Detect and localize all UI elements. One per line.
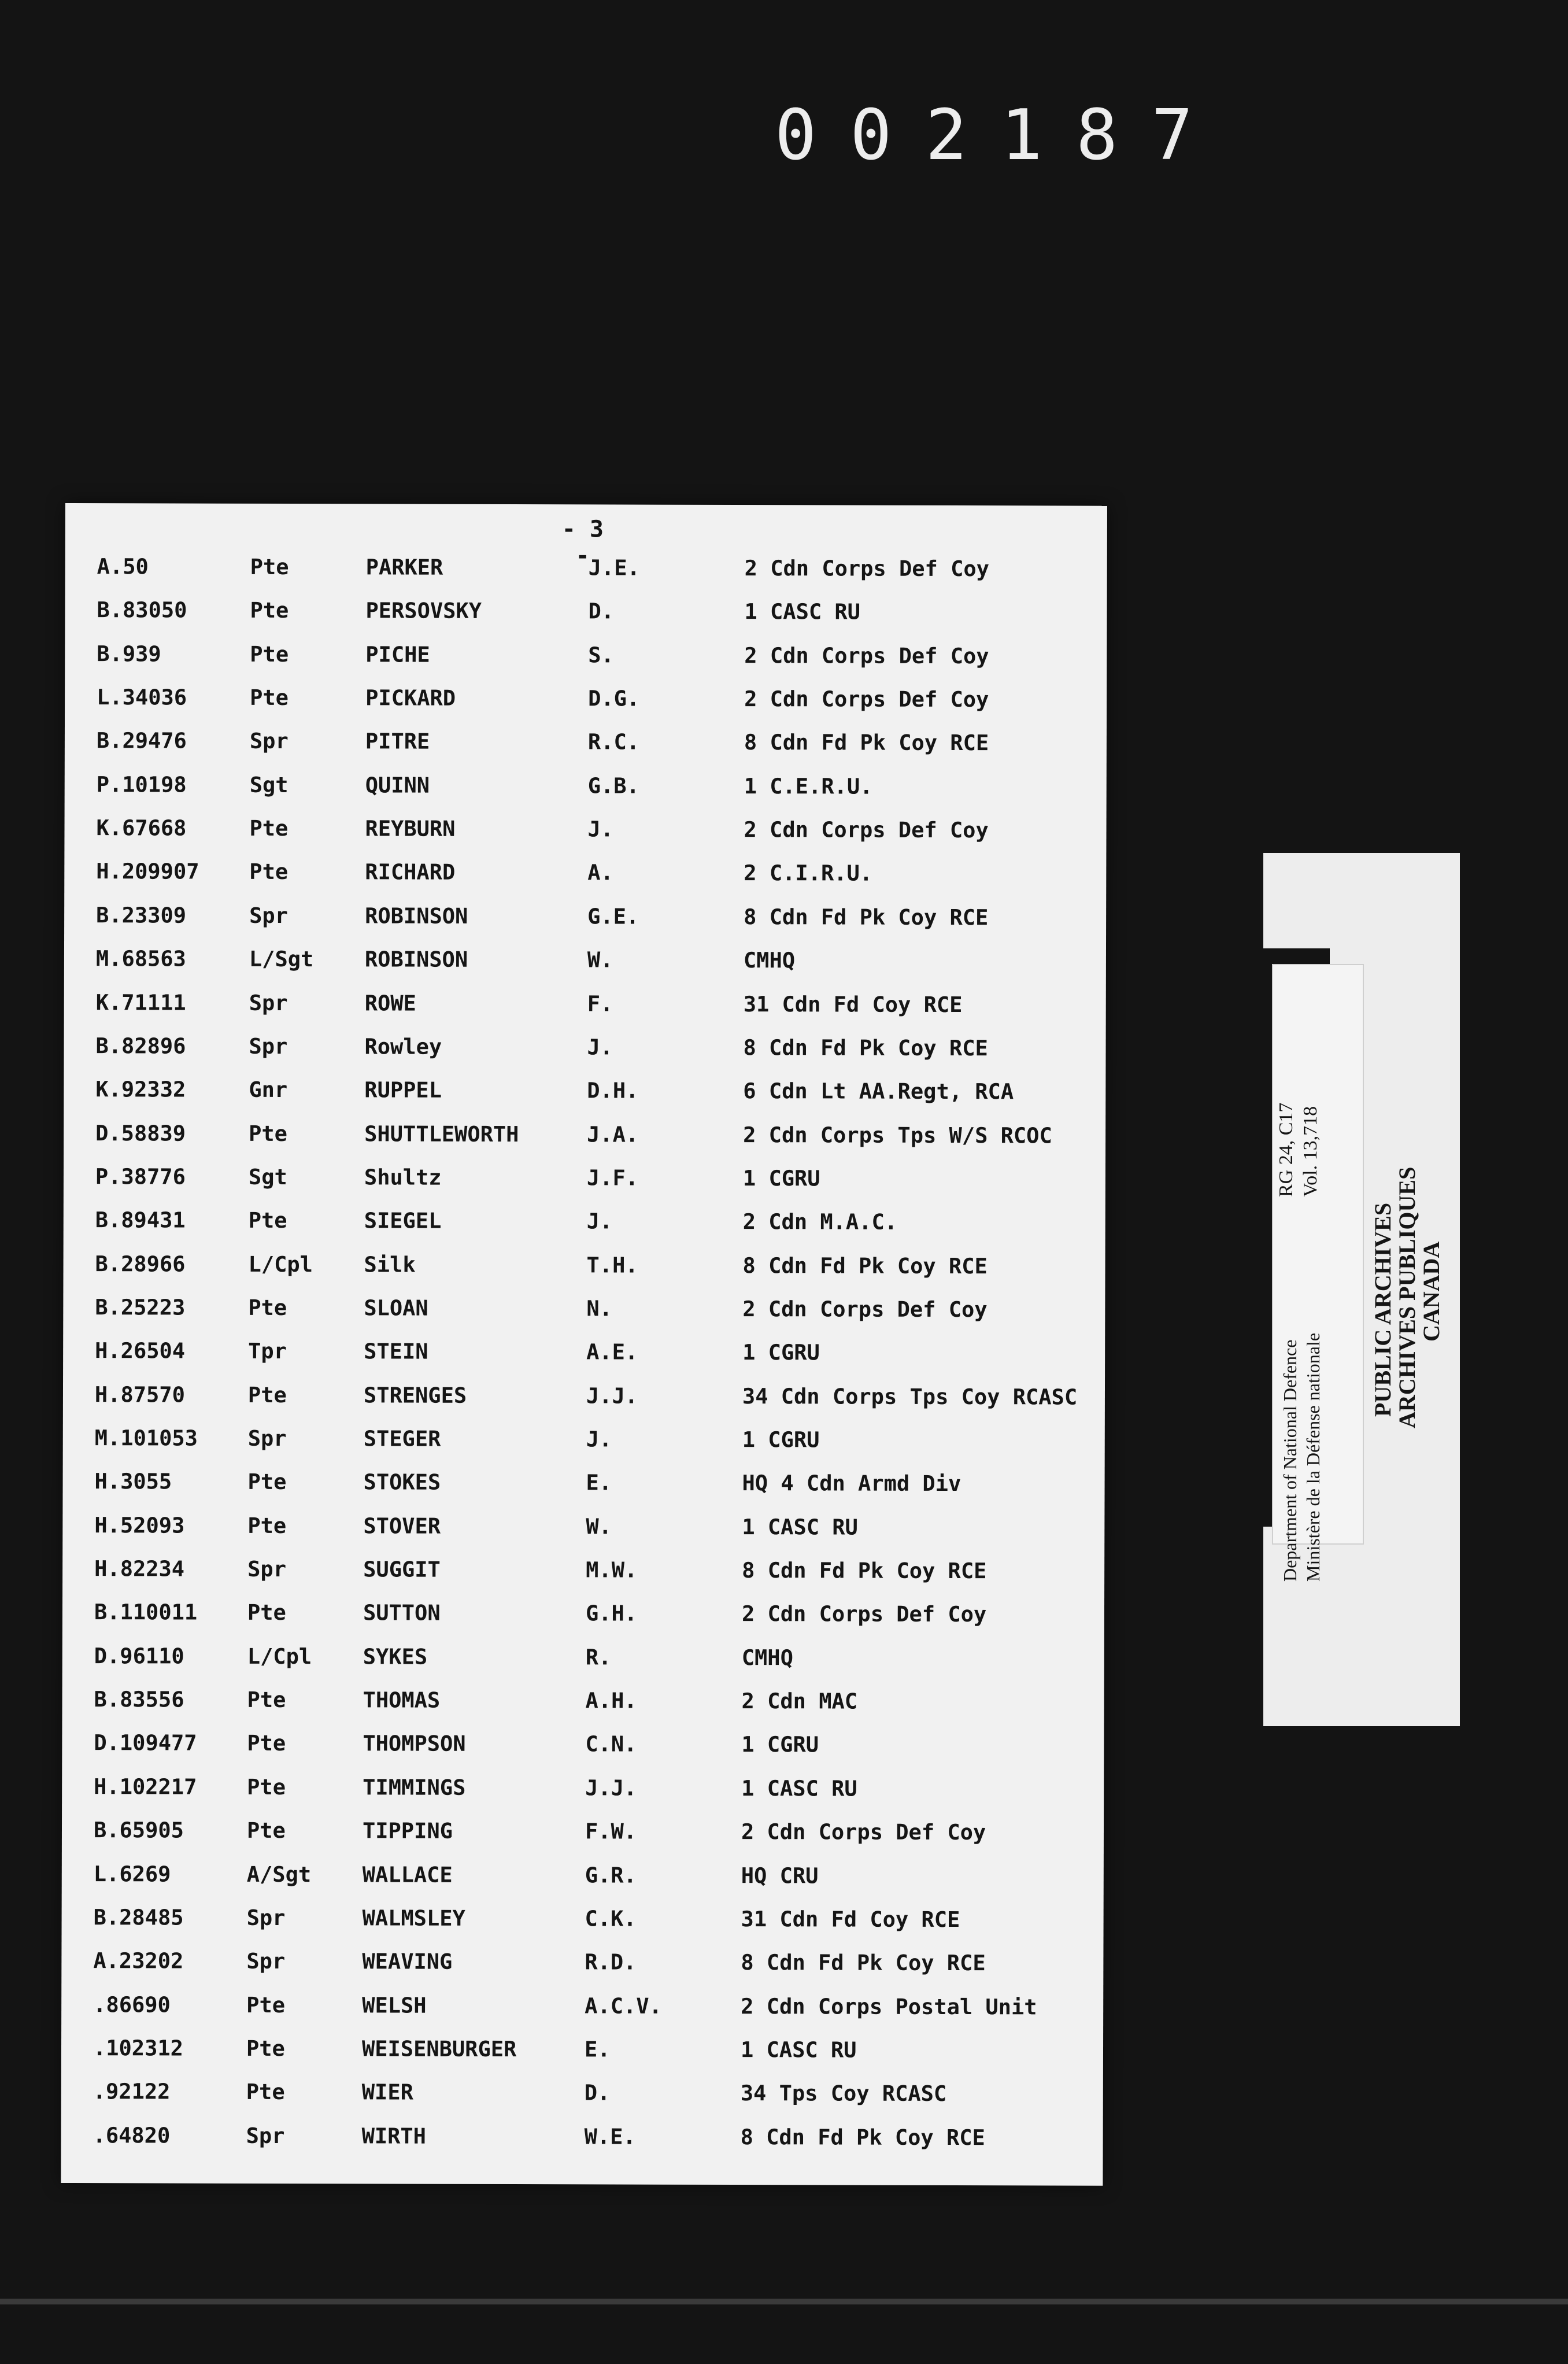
service-number: H.3055 [94,1469,172,1494]
rank: Pte [247,1382,287,1408]
unit: 1 CASC RU [741,1775,857,1801]
surname: WEAVING [362,1949,453,1974]
unit: 2 Cdn Corps Def Coy [741,1819,986,1845]
unit: 2 Cdn Corps Def Coy [744,556,990,582]
surname: WEISENBURGER [361,2036,517,2062]
unit: 1 CGRU [742,1165,820,1191]
unit: CMHQ [741,1645,793,1671]
record-row [61,2071,1103,2115]
unit: 1 CASC RU [740,2037,857,2063]
service-number: P.10198 [96,771,187,797]
record-row [62,1549,1104,1592]
record-row [64,895,1106,939]
rank: Spr [249,990,288,1015]
unit: 8 Cdn Fd Pk Coy RCE [744,730,989,756]
rank: Pte [247,1600,286,1626]
initials: G.B. [587,773,639,799]
rank: Pte [246,1818,286,1844]
unit: 8 Cdn Fd Pk Coy RCE [744,904,989,930]
surname: SYKES [363,1644,428,1669]
record-row [61,1985,1103,2028]
surname: STEIN [364,1339,428,1364]
service-number: L.34036 [97,685,187,710]
surname: ROBINSON [365,903,468,929]
rank: Pte [250,598,289,623]
unit: 1 CASC RU [744,599,861,625]
surname: Shultz [364,1165,442,1190]
service-number: H.52093 [94,1512,185,1538]
initials: J.E. [588,555,640,581]
initials: J.J. [585,1775,637,1801]
initials: D.H. [587,1078,639,1103]
rank: Pte [247,1731,286,1756]
page-number: - 3 - [561,516,604,570]
service-number: P.38776 [95,1164,186,1190]
initials: G.R. [585,1862,637,1888]
surname: SUTTON [363,1600,441,1626]
initials: J. [587,1035,613,1060]
surname: PERSOVSKY [365,598,482,624]
rank: Sgt [248,1164,287,1190]
initials: J.F. [586,1165,639,1191]
service-number: B.82896 [95,1033,186,1059]
rank: L/Sgt [249,946,314,972]
initials: J. [586,1427,612,1452]
record-row [64,1069,1105,1113]
rank: Pte [247,1687,286,1713]
rank: Pte [249,1121,288,1146]
initials: J.J. [586,1383,638,1409]
rank: Pte [247,1774,286,1800]
initials: N. [586,1296,612,1321]
unit: 2 Cdn M.A.C. [742,1209,898,1235]
service-number: D.96110 [94,1643,184,1669]
surname: Rowley [364,1034,442,1059]
record-row [65,634,1107,677]
rank: Pte [249,859,289,885]
service-number: .92122 [93,2079,171,2104]
initials: R. [585,1645,612,1670]
service-number: H.209907 [96,859,199,885]
record-row [64,1026,1105,1069]
initials: R.C. [587,729,640,755]
unit: 1 CGRU [742,1427,820,1453]
unit: 2 Cdn Corps Def Coy [744,686,989,712]
surname: ROWE [364,990,416,1016]
service-number: A.23202 [93,1948,184,1974]
rank: Tpr [248,1339,287,1364]
film-edge [0,2299,1568,2304]
rank: Pte [246,2079,285,2105]
record-row [62,1810,1104,1853]
record-row [62,1505,1104,1549]
unit: 1 CGRU [741,1732,819,1757]
service-number: K.67668 [96,815,187,841]
service-number: D.109477 [94,1730,197,1756]
record-group: RG 24, C17 [1275,1102,1297,1197]
unit: 1 CGRU [742,1340,820,1365]
record-row [62,1636,1104,1679]
record-row [61,2115,1103,2159]
record-row [62,1897,1104,1941]
unit: CMHQ [743,948,796,973]
initials: W.E. [584,2123,636,2149]
initials: E. [586,1470,612,1495]
initials: T.H. [586,1252,638,1278]
rank: L/Cpl [248,1251,313,1277]
surname: SLOAN [364,1295,428,1321]
unit: 2 Cdn Corps Def Coy [744,642,989,668]
initials: D. [588,599,615,624]
surname: ROBINSON [364,947,468,972]
service-number: H.82234 [94,1556,185,1582]
unit: 2 Cdn Corps Def Coy [744,817,989,843]
record-row [62,1767,1104,1810]
service-number: B.23309 [96,902,187,928]
rank: Spr [249,903,289,928]
surname: THOMAS [363,1687,441,1713]
service-number: H.102217 [94,1774,197,1800]
surname: PITRE [365,729,430,755]
rank: Gnr [249,1077,288,1103]
unit: 8 Cdn Fd Pk Coy RCE [743,1035,988,1061]
surname: TIMMINGS [363,1775,466,1800]
initials: F. [587,991,613,1016]
service-number: B.939 [97,641,161,667]
record-row [64,982,1106,1025]
service-number: A.50 [97,554,149,579]
unit: 31 Cdn Fd Coy RCE [741,1906,960,1932]
archives-fr: ARCHIVES PUBLIQUES [1394,1166,1420,1428]
service-number: B.29476 [96,728,187,753]
service-number: D.58839 [95,1120,186,1146]
unit: 1 C.E.R.U. [744,773,873,799]
surname: SIEGEL [364,1208,442,1233]
initials: G.H. [585,1601,638,1626]
unit: 34 Tps Coy RCASC [740,2081,947,2107]
initials: J.A. [587,1121,639,1147]
surname: THOMPSON [363,1731,466,1757]
service-number: K.92332 [95,1077,186,1102]
rank: Pte [247,1469,287,1495]
service-number: M.101053 [94,1425,198,1451]
record-row [65,721,1107,764]
record-row [64,939,1106,982]
unit: 2 Cdn Corps Def Coy [741,1601,987,1627]
record-row [63,1331,1105,1374]
initials: D. [584,2080,611,2106]
initials: A. [587,860,613,885]
record-row [64,851,1106,895]
record-row [65,764,1107,808]
record-row [65,590,1107,633]
unit: 8 Cdn Fd Pk Coy RCE [741,1950,986,1976]
rank: Spr [246,1949,286,1974]
service-number: B.25223 [95,1295,186,1320]
service-number: L.6269 [93,1861,171,1886]
record-row [63,1244,1105,1287]
archives-en: PUBLIC ARCHIVES [1370,1202,1396,1417]
unit: 6 Cdn Lt AA.Regt, RCA [743,1078,1014,1105]
surname: PICHE [365,642,430,667]
unit: 8 Cdn Fd Pk Coy RCE [742,1253,988,1279]
record-row [62,1679,1104,1723]
service-number: H.87570 [94,1382,185,1408]
surname: STEGER [363,1426,441,1451]
surname: STOKES [363,1469,441,1495]
department-en: Department of National Defence [1279,1339,1300,1582]
service-number: .64820 [93,2122,171,2148]
rank: Spr [249,1033,288,1059]
surname: WIRTH [361,2123,427,2149]
surname: STOVER [363,1513,441,1539]
service-number: B.89431 [95,1207,186,1233]
department-fr: Ministère de la Défense nationale [1303,1332,1323,1582]
initials: W. [586,1514,612,1539]
unit: HQ 4 Cdn Armd Div [742,1471,961,1497]
initials: A.E. [586,1339,638,1365]
initials: C.N. [585,1731,637,1757]
unit: 2 Cdn Corps Postal Unit [741,1993,1037,2019]
service-number: B.83050 [97,597,187,623]
service-number: B.83556 [94,1687,184,1712]
rank: Spr [247,1556,287,1582]
rank: Pte [250,685,289,711]
initials: C.K. [585,1906,637,1931]
archives-country: CANADA [1418,1241,1444,1342]
surname: REYBURN [365,816,456,841]
surname: Silk [364,1251,416,1277]
unit: 8 Cdn Fd Pk Coy RCE [742,1558,987,1584]
initials: J. [586,1209,613,1234]
record-row [62,1592,1104,1635]
record-row [63,1375,1105,1418]
document-page [61,503,1107,2186]
rank: Spr [249,729,289,754]
initials: S. [588,642,614,668]
service-number: K.71111 [95,989,186,1015]
surname: RICHARD [365,859,456,885]
rank: A/Sgt [246,1861,312,1887]
surname: TIPPING [362,1818,453,1844]
rank: Pte [250,641,289,667]
rank: Pte [249,815,289,841]
surname: WIER [361,2079,413,2105]
record-row [64,1157,1105,1200]
rank: Pte [248,1208,287,1233]
service-number: M.68563 [95,946,186,972]
rank: Pte [250,554,289,580]
surname: SHUTTLEWORTH [364,1121,519,1147]
unit: 2 Cdn Corps Tps W/S RCOC [743,1122,1052,1148]
initials: E. [584,2037,611,2062]
surname: RUPPEL [364,1077,442,1103]
record-row [61,2028,1103,2071]
unit: 31 Cdn Fd Coy RCE [743,991,963,1017]
record-row [63,1418,1105,1461]
record-row [64,1200,1105,1243]
service-number: B.65905 [93,1818,184,1843]
rank: Spr [246,2123,285,2148]
rank: Spr [247,1425,287,1451]
rank: Pte [246,2036,285,2061]
unit: 2 Cdn Corps Def Coy [742,1296,988,1323]
record-row [62,1723,1104,1766]
initials: F.W. [585,1819,637,1844]
record-row [61,1941,1103,1984]
service-number: .86690 [93,1992,171,2018]
record-row [63,1287,1105,1331]
record-row [64,1113,1105,1157]
rank: L/Cpl [247,1643,312,1669]
service-number: B.28966 [95,1251,186,1277]
unit: HQ CRU [741,1863,819,1888]
surname: STRENGES [363,1382,467,1408]
initials: D.G. [588,686,640,711]
initials: J. [587,817,614,842]
service-number: B.28485 [93,1904,184,1930]
record-row [62,1461,1104,1505]
surname: WALLACE [362,1861,453,1887]
service-number: .102312 [93,2036,183,2061]
initials: G.E. [587,904,639,929]
volume: Vol. 13,718 [1300,1106,1321,1197]
rank: Pte [246,1992,286,2018]
surname: QUINN [365,773,430,798]
record-list [65,503,1107,2150]
unit: 1 CASC RU [742,1514,858,1540]
initials: M.W. [586,1557,638,1583]
unit: 8 Cdn Fd Pk Coy RCE [740,2124,985,2150]
initials: A.H. [585,1688,637,1713]
surname: WELSH [362,1992,427,2018]
record-row [64,808,1106,851]
rank: Pte [248,1295,287,1320]
record-row [62,1853,1104,1897]
surname: WALMSLEY [362,1905,465,1931]
record-row [65,546,1107,590]
rank: Pte [247,1513,287,1538]
unit: 34 Cdn Corps Tps Coy RCASC [742,1383,1078,1410]
initials: W. [587,947,613,973]
unit: 2 Cdn MAC [741,1689,858,1714]
service-number: B.110011 [94,1600,198,1625]
surname: PICKARD [365,685,456,711]
initials: R.D. [585,1949,637,1975]
rank: Spr [246,1905,286,1930]
surname: PARKER [365,555,443,580]
initials: A.C.V. [585,1993,662,2019]
rank: Sgt [249,772,289,797]
record-row [65,677,1107,721]
surname: SUGGIT [363,1557,441,1582]
unit: 2 C.I.R.U. [744,860,873,886]
frame-number: 002187 [775,95,1227,176]
service-number: H.26504 [95,1338,186,1364]
